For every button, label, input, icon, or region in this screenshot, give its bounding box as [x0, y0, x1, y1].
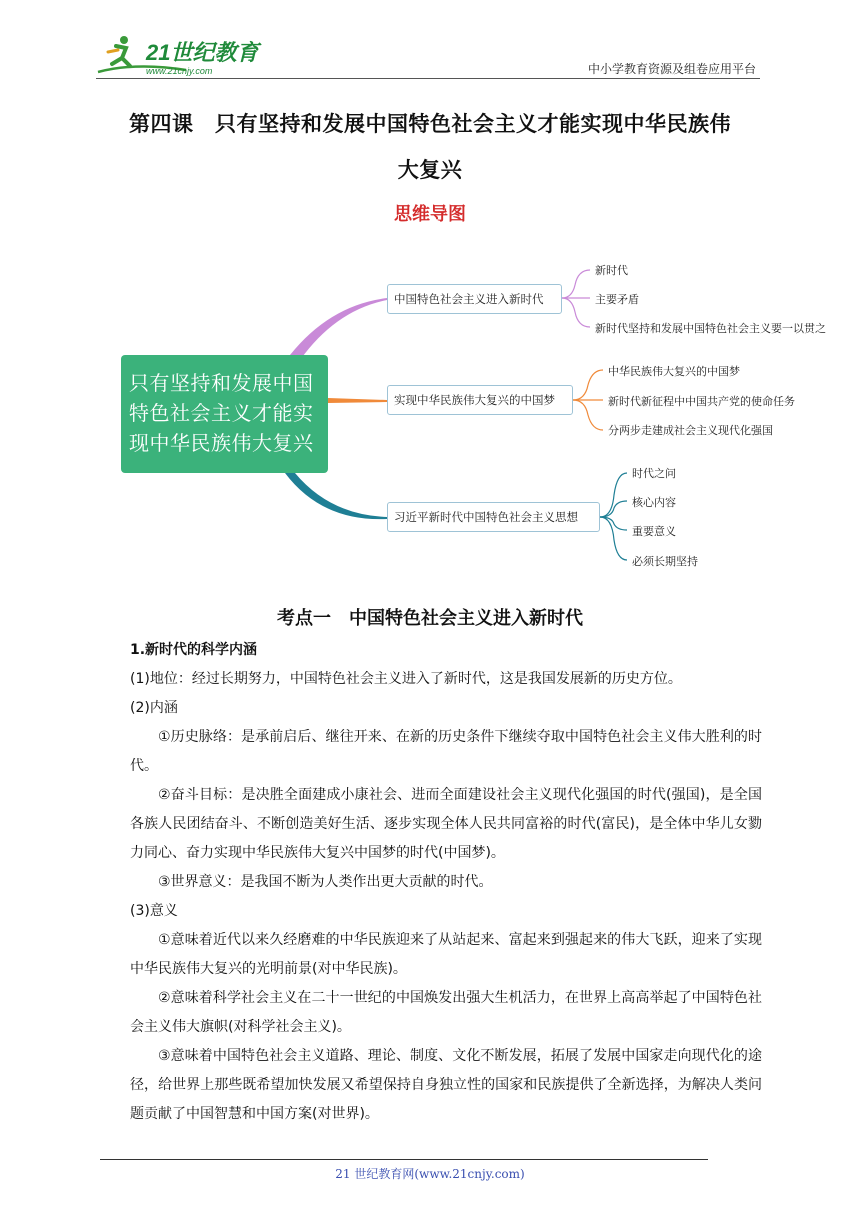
site-logo: [96, 32, 266, 78]
root-line-3: 现中华民族伟大复兴: [129, 431, 314, 455]
lesson-title-line2: 大复兴: [397, 158, 463, 182]
paragraph: ②意味着科学社会主义在二十一世纪的中国焕发出强大生机活力，在世界上高高举起了中国特色社会主义伟大旗帜(对科学社会主义)。: [130, 990, 762, 1035]
paragraph: ①意味着近代以来久经磨难的中华民族迎来了从站起来、富起来到强起来的伟大飞跃，迎来了实现中华民族伟大复兴的光明前景(对中华民族)。: [130, 932, 762, 977]
mindmap-branch-1: 中国特色社会主义进入新时代: [387, 284, 562, 314]
paragraph: (2)内涵: [130, 700, 178, 716]
leaf-3-3: 重要意义: [632, 525, 676, 538]
leaf-2-1: 中华民族伟大复兴的中国梦: [608, 365, 740, 378]
leaf-connectors-3: [600, 473, 627, 560]
page-header: [96, 30, 760, 80]
mindmap-heading: 思维导图: [394, 204, 466, 225]
connector-branch-1: [290, 298, 387, 360]
leaf-3-1: 时代之问: [632, 467, 676, 480]
paragraph: ③世界意义：是我国不断为人类作出更大贡献的时代。: [158, 874, 493, 890]
mindmap-branch-2: 实现中华民族伟大复兴的中国梦: [387, 385, 573, 415]
leaf-3-2: 核心内容: [632, 496, 676, 509]
connector-branch-3: [285, 473, 387, 519]
mindmap-branch-3: 习近平新时代中国特色社会主义思想: [387, 502, 600, 532]
leaf-1-2: 主要矛盾: [595, 293, 639, 306]
leaf-2-3: 分两步走建成社会主义现代化强国: [608, 424, 773, 437]
paragraph: (1)地位：经过长期努力，中国特色社会主义进入了新时代，这是我国发展新的历史方位。: [130, 671, 682, 687]
root-line-1: 只有坚持和发展中国: [129, 371, 314, 395]
mindmap-root: [121, 355, 328, 473]
paragraph: ③意味着中国特色社会主义道路、理论、制度、文化不断发展，拓展了发展中国家走向现代化的途径，给世界上那些既希望加快发展又希望保持自身独立性的国家和民族提供了全新选择，为解决人类问题贡献了中国智慧和中国方案(对世界)。: [130, 1048, 762, 1122]
subsection-heading: 1.新时代的科学内涵: [130, 642, 258, 658]
footer-divider: [100, 1159, 708, 1160]
leaf-2-2: 新时代新征程中中国共产党的使命任务: [608, 395, 795, 408]
platform-name: 中小学教育资源及组卷应用平台: [587, 62, 756, 76]
logo-url: www.21cnjy.com: [146, 66, 213, 76]
leaf-1-1: 新时代: [595, 264, 628, 277]
section-title: 考点一 中国特色社会主义进入新时代: [277, 608, 583, 629]
header-divider: [96, 78, 760, 79]
leaf-3-4: 必须长期坚持: [632, 555, 698, 568]
logo-text: 21世纪教育: [146, 40, 259, 65]
leaf-connectors-1: [562, 270, 590, 327]
connector-branch-2: [328, 398, 387, 403]
leaf-1-3: 新时代坚持和发展中国特色社会主义要一以贯之: [595, 322, 826, 335]
lesson-title-line1: 第四课 只有坚持和发展中国特色社会主义才能实现中华民族伟: [129, 112, 731, 136]
root-line-2: 特色社会主义才能实: [129, 401, 314, 425]
page-footer: 21 世纪教育网(www.21cnjy.com): [335, 1167, 525, 1181]
paragraph: ①历史脉络：是承前启后、继往开来、在新的历史条件下继续夺取中国特色社会主义伟大胜利的时代。: [130, 729, 762, 774]
paragraph: (3)意义: [130, 903, 178, 919]
paragraph: ②奋斗目标：是决胜全面建成小康社会、进而全面建设社会主义现代化强国的时代(强国)，是全国各族人民团结奋斗、不断创造美好生活、逐步实现全体人民共同富裕的时代(富民)，是全体中华儿女勠力同心、奋力实现中华民族伟大复兴中国梦的时代(中国梦)。: [130, 787, 762, 861]
leaf-connectors-2: [573, 370, 603, 430]
